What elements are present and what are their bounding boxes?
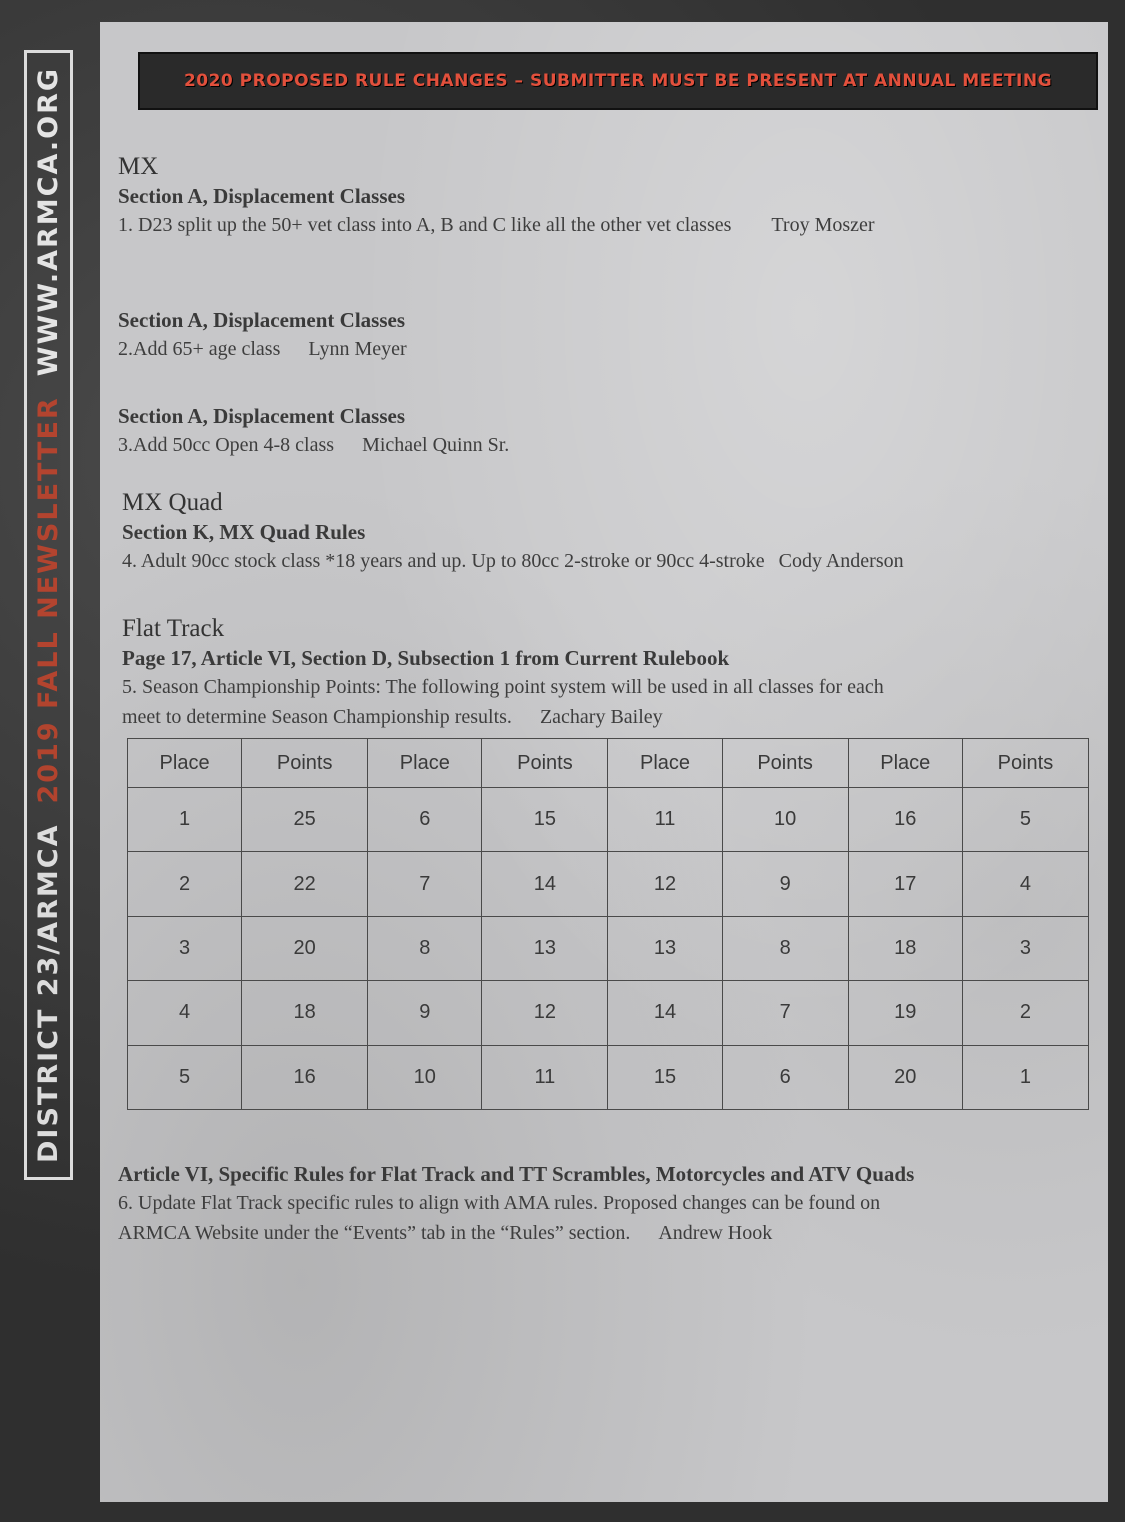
table-cell: 6: [368, 788, 482, 852]
mx-item-2: [118, 306, 407, 364]
table-row: [128, 788, 1089, 852]
table-cell: 25: [242, 788, 368, 852]
mx-item-3-desc: 3.Add 50cc Open 4-8 class: [118, 434, 335, 456]
article-vi-section: Article VI, Specific Rules for Flat Track and TT Scrambles, Motorcycles and ATV Quads: [118, 1162, 915, 1186]
mx-quad-text: [122, 546, 904, 576]
table-row: [128, 1045, 1089, 1109]
table-cell: 14: [608, 981, 722, 1045]
table-cell: 18: [848, 916, 962, 980]
header-points-2: Points: [482, 739, 608, 788]
mx-heading: MX: [118, 153, 159, 180]
mx-item-3: [118, 402, 509, 460]
table-cell: 1: [128, 788, 242, 852]
table-cell: 6: [722, 1045, 848, 1109]
flat-track-desc-2: meet to determine Season Championship results.: [122, 706, 512, 728]
table-cell: 9: [722, 852, 848, 916]
table-cell: 12: [608, 852, 722, 916]
table-cell: 11: [482, 1045, 608, 1109]
table-cell: 4: [962, 852, 1088, 916]
article-vi-block: [118, 1160, 1088, 1248]
table-cell: 16: [848, 788, 962, 852]
mx-item-1-section: Section A, Displacement Classes: [118, 184, 405, 208]
points-table: [127, 738, 1089, 1110]
table-row: [128, 852, 1089, 916]
mx-item-1-desc: 1. D23 split up the 50+ vet class into A, B and C like all the other vet classes: [118, 214, 732, 236]
table-cell: 12: [482, 981, 608, 1045]
flat-track-text-2: [122, 702, 884, 732]
table-cell: 20: [848, 1045, 962, 1109]
table-cell: 13: [608, 916, 722, 980]
mx-item-1-text: [118, 210, 875, 240]
table-cell: 8: [368, 916, 482, 980]
table-cell: 3: [128, 916, 242, 980]
table-cell: 10: [368, 1045, 482, 1109]
mx-item-3-submitter: Michael Quinn Sr.: [362, 434, 510, 456]
table-cell: 16: [242, 1045, 368, 1109]
sidebar-website: WWW.ARMCA.ORG: [32, 66, 64, 377]
table-cell: 10: [722, 788, 848, 852]
table-cell: 15: [608, 1045, 722, 1109]
sidebar-district: DISTRICT 23/ARMCA: [32, 823, 64, 1163]
mx-item-2-section: Section A, Displacement Classes: [118, 308, 405, 332]
table-row: [128, 981, 1089, 1045]
header-place-1: Place: [128, 739, 242, 788]
page-sheet: [100, 22, 1108, 1502]
mx-quad-heading: MX Quad: [122, 489, 223, 516]
table-cell: 5: [128, 1045, 242, 1109]
flat-track-text-1: 5. Season Championship Points: The following point system will be used in all classes for each: [122, 676, 884, 698]
table-row: [128, 916, 1089, 980]
mx-quad-section: Section K, MX Quad Rules: [122, 520, 366, 544]
flat-track-submitter: Zachary Bailey: [539, 706, 663, 728]
table-cell: 13: [482, 916, 608, 980]
table-cell: 11: [608, 788, 722, 852]
article-vi-desc-2: ARMCA Website under the “Events” tab in the “Rules” section.: [118, 1222, 631, 1244]
table-cell: 7: [368, 852, 482, 916]
header-place-2: Place: [368, 739, 482, 788]
table-cell: 7: [722, 981, 848, 1045]
table-cell: 5: [962, 788, 1088, 852]
header-points-1: Points: [242, 739, 368, 788]
table-cell: 18: [242, 981, 368, 1045]
flat-track-block: [122, 614, 884, 732]
header-points-4: Points: [962, 739, 1088, 788]
header-place-4: Place: [848, 739, 962, 788]
mx-quad-block: [122, 488, 904, 576]
points-table-wrap: [127, 738, 1089, 1110]
sidebar-district-box: [24, 50, 73, 1180]
table-cell: 3: [962, 916, 1088, 980]
header-place-3: Place: [608, 739, 722, 788]
table-cell: 20: [242, 916, 368, 980]
mx-item-1-submitter: Troy Moszer: [771, 214, 875, 236]
table-cell: 1: [962, 1045, 1088, 1109]
mx-block: [118, 152, 875, 240]
mx-quad-desc: 4. Adult 90cc stock class *18 years and up. Up to 80cc 2-stroke or 90cc 4-stroke: [122, 550, 765, 572]
table-cell: 19: [848, 981, 962, 1045]
banner: [138, 52, 1098, 110]
table-cell: 2: [128, 852, 242, 916]
mx-quad-submitter: Cody Anderson: [778, 550, 904, 572]
table-cell: 2: [962, 981, 1088, 1045]
table-cell: 22: [242, 852, 368, 916]
mx-item-3-text: [118, 430, 509, 460]
flat-track-section: Page 17, Article VI, Section D, Subsection 1 from Current Rulebook: [122, 646, 730, 670]
article-vi-submitter: Andrew Hook: [658, 1222, 773, 1244]
mx-item-2-submitter: Lynn Meyer: [308, 338, 407, 360]
article-vi-text-2: [118, 1218, 1088, 1248]
table-cell: 14: [482, 852, 608, 916]
table-cell: 8: [722, 916, 848, 980]
table-cell: 15: [482, 788, 608, 852]
sidebar-masthead: [20, 60, 76, 1180]
mx-item-2-desc: 2.Add 65+ age class: [118, 338, 281, 360]
table-cell: 4: [128, 981, 242, 1045]
header-points-3: Points: [722, 739, 848, 788]
flat-track-heading: Flat Track: [122, 615, 225, 642]
article-vi-text-1: 6. Update Flat Track specific rules to align with AMA rules. Proposed changes can be found on: [118, 1192, 881, 1214]
banner-title: 2020 PROPOSED RULE CHANGES – SUBMITTER MUST BE PRESENT AT ANNUAL MEETING: [183, 71, 1053, 91]
sidebar-issue: 2019 FALL NEWSLETTER: [32, 396, 64, 804]
table-cell: 9: [368, 981, 482, 1045]
table-cell: 17: [848, 852, 962, 916]
points-table-header: [128, 739, 1089, 788]
mx-item-2-text: [118, 334, 407, 364]
mx-item-3-section: Section A, Displacement Classes: [118, 404, 405, 428]
